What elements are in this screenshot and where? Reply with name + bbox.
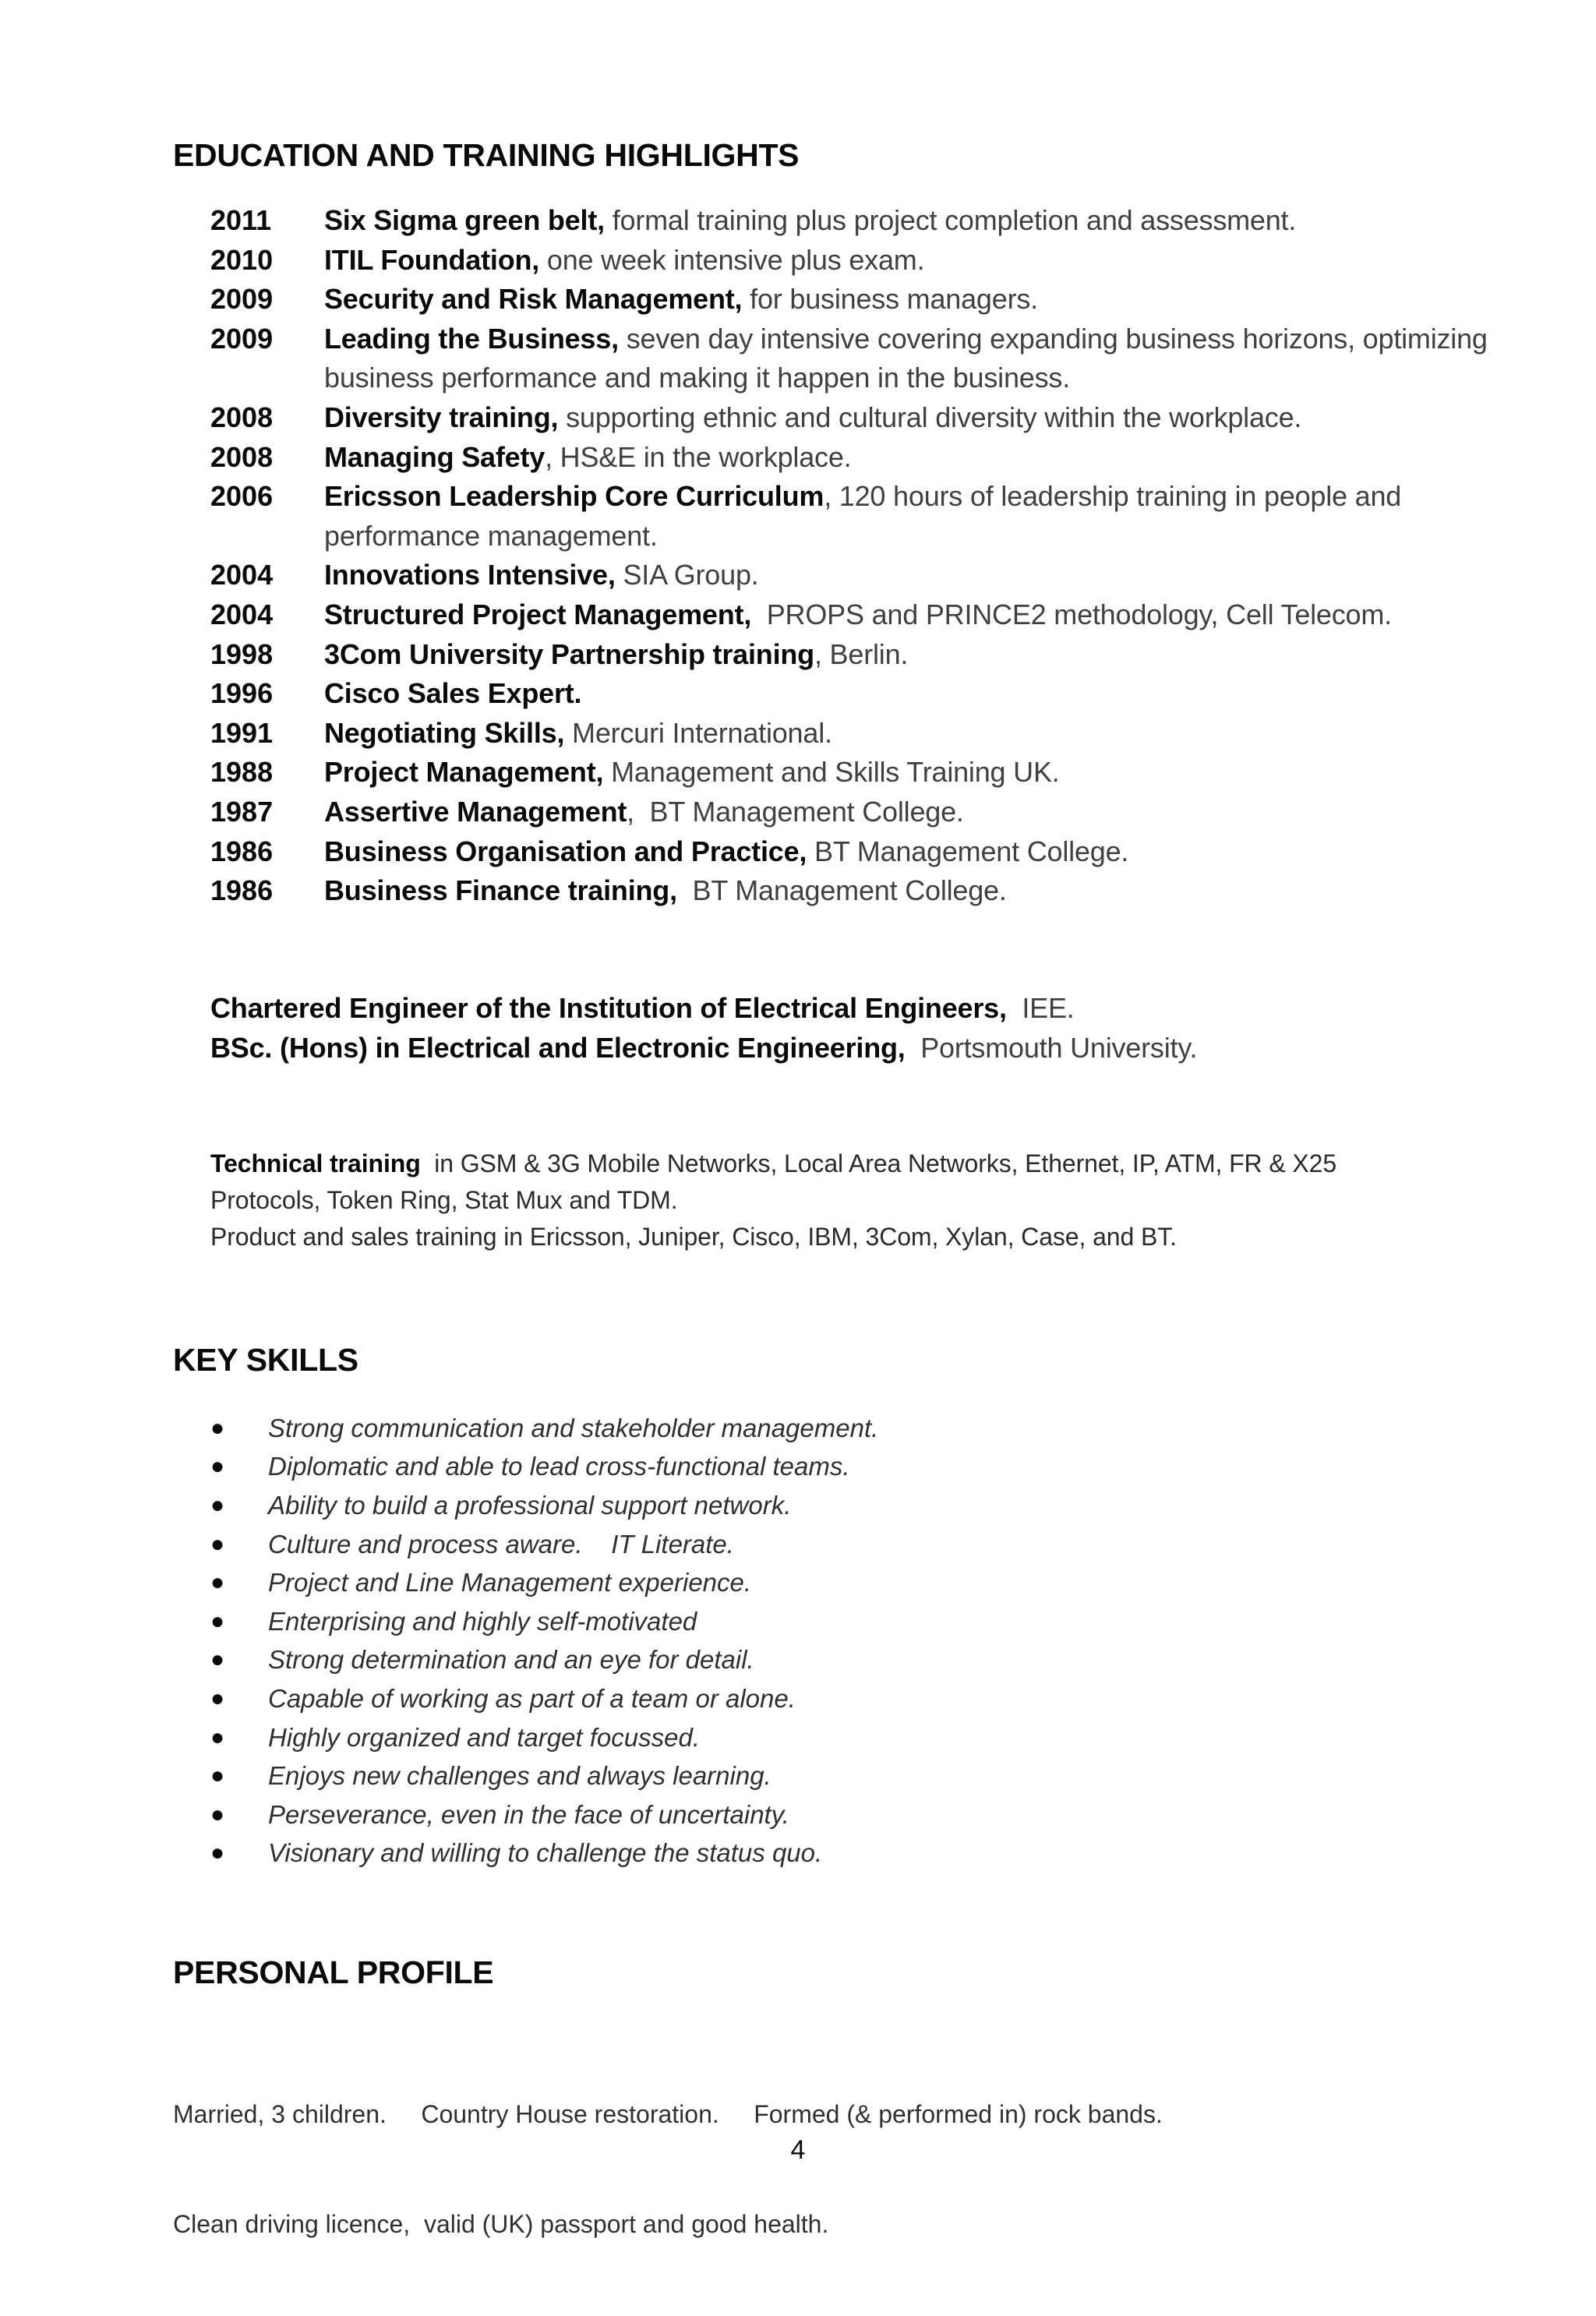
technical-training-detail: in GSM & 3G Mobile Networks, Local Area Networks, Ethernet, IP, ATM, FR & X25 Protocols, Token Ring, Stat Mux and TDM. xyxy=(210,1149,1344,1214)
education-year: 1988 xyxy=(210,756,274,789)
bullet-icon: ● xyxy=(210,1724,225,1750)
bullet-icon: ● xyxy=(210,1608,225,1634)
education-detail: PROPS and PRINCE2 methodology, Cell Telecom. xyxy=(751,598,1392,630)
education-title: ITIL Foundation, xyxy=(324,243,540,276)
education-year: 1998 xyxy=(210,637,274,670)
education-item xyxy=(210,871,1535,911)
education-title: Business Organisation and Practice, xyxy=(324,835,807,867)
qualification-item xyxy=(210,988,1197,1028)
education-title: Ericsson Leadership Core Curriculum xyxy=(324,480,824,513)
education-detail: , BT Management College. xyxy=(627,795,964,828)
education-year: 1991 xyxy=(210,716,274,749)
education-title: 3Com University Partnership training xyxy=(324,637,814,670)
profile-line: Clean driving licence, valid (UK) passport and good health. xyxy=(173,2210,829,2238)
personal-profile xyxy=(173,2023,1163,2316)
education-title: Six Sigma green belt, xyxy=(324,204,605,236)
education-item xyxy=(210,438,1535,478)
education-year: 2006 xyxy=(210,480,274,513)
education-item xyxy=(210,280,1535,320)
education-title: Diversity training, xyxy=(324,401,559,433)
page-number: 4 xyxy=(790,2135,806,2165)
education-list xyxy=(210,201,1535,911)
key-skills-heading: KEY SKILLS xyxy=(173,1342,358,1378)
skill-item: ● Capable of working as part of a team or alone. xyxy=(210,1683,796,1713)
education-item xyxy=(210,398,1535,438)
education-title: Negotiating Skills, xyxy=(324,716,565,749)
education-item xyxy=(210,635,1535,675)
education-title: Business Finance training, xyxy=(324,874,677,907)
bullet-icon: ● xyxy=(210,1530,225,1557)
skill-item: ● Project and Line Management experience. xyxy=(210,1568,752,1598)
education-title: Leading the Business, xyxy=(324,322,619,355)
qualification-title: Chartered Engineer of the Institution of Electrical Engineers, xyxy=(210,992,1007,1024)
skill-item: ● Perseverance, even in the face of uncertainty. xyxy=(210,1799,789,1829)
education-year: 2010 xyxy=(210,243,274,276)
key-skills-list xyxy=(210,1409,878,1873)
education-item xyxy=(210,595,1535,635)
education-year: 2008 xyxy=(210,440,274,473)
qualification-detail: Portsmouth University. xyxy=(905,1032,1198,1064)
education-detail: Mercuri International. xyxy=(564,716,832,749)
skill-item: ● Enjoys new challenges and always learning. xyxy=(210,1761,772,1791)
education-item xyxy=(210,477,1535,556)
education-item xyxy=(210,753,1535,793)
education-detail: supporting ethnic and cultural diversity within the workplace. xyxy=(558,401,1302,433)
education-year: 2008 xyxy=(210,401,274,433)
education-detail: for business managers. xyxy=(742,283,1038,316)
education-detail: , Berlin. xyxy=(814,637,909,670)
education-item xyxy=(210,320,1535,398)
bullet-icon: ● xyxy=(210,1801,225,1827)
education-detail: seven day intensive covering expanding business horizons, optimizing business performance and making it happen in the business. xyxy=(324,322,1488,394)
bullet-icon: ● xyxy=(210,1492,225,1518)
education-item xyxy=(210,241,1535,281)
bullet-icon: ● xyxy=(210,1763,225,1789)
education-item xyxy=(210,793,1535,832)
education-detail: SIA Group. xyxy=(615,559,759,591)
education-detail: BT Management College. xyxy=(676,874,1007,907)
education-year: 2009 xyxy=(210,322,274,355)
education-detail: , HS&E in the workplace. xyxy=(545,440,852,473)
education-title: Project Management, xyxy=(324,756,604,789)
education-item xyxy=(210,832,1535,872)
skill-item: ● Highly organized and target focussed. xyxy=(210,1722,701,1752)
education-year: 2004 xyxy=(210,598,274,630)
bullet-icon: ● xyxy=(210,1840,225,1866)
product-training: Product and sales training in Ericsson, Juniper, Cisco, IBM, 3Com, Xylan, Case, and BT. xyxy=(210,1223,1177,1251)
education-year: 2004 xyxy=(210,559,274,591)
bullet-icon: ● xyxy=(210,1453,225,1480)
education-title: Managing Safety xyxy=(324,440,546,473)
education-detail: BT Management College. xyxy=(807,835,1129,867)
education-year: 1986 xyxy=(210,835,274,867)
technical-training xyxy=(210,1146,1442,1255)
bullet-icon: ● xyxy=(210,1414,225,1441)
skill-item: ● Diplomatic and able to lead cross-functional teams. xyxy=(210,1452,850,1481)
education-title: Innovations Intensive, xyxy=(324,559,616,591)
education-title: Security and Risk Management, xyxy=(324,283,743,316)
bullet-icon: ● xyxy=(210,1685,225,1711)
qualification-detail: IEE. xyxy=(1006,992,1075,1024)
bullet-icon: ● xyxy=(210,1647,225,1673)
education-item xyxy=(210,556,1535,595)
education-detail: , 120 hours of leadership training in people and performance management. xyxy=(324,480,1402,552)
education-title: Structured Project Management, xyxy=(324,598,752,630)
skill-item: ● Enterprising and highly self-motivated xyxy=(210,1606,697,1636)
education-detail: formal training plus project completion and assessment. xyxy=(604,204,1297,236)
bullet-icon: ● xyxy=(210,1569,225,1596)
personal-profile-heading: PERSONAL PROFILE xyxy=(173,1954,494,1990)
education-year: 2009 xyxy=(210,283,274,316)
education-item xyxy=(210,201,1535,241)
education-title: Assertive Management xyxy=(324,795,627,828)
profile-line: Married, 3 children. Country House restoration. Formed (& performed in) rock bands. xyxy=(173,2100,1163,2128)
qualification-item xyxy=(210,1028,1197,1068)
education-heading: EDUCATION AND TRAINING HIGHLIGHTS xyxy=(173,137,800,173)
education-detail: one week intensive plus exam. xyxy=(539,243,925,276)
education-detail: Management and Skills Training UK. xyxy=(603,756,1060,789)
skill-item: ● Ability to build a professional support network. xyxy=(210,1490,792,1520)
skill-item: ● Strong determination and an eye for detail. xyxy=(210,1645,754,1675)
qualifications xyxy=(210,988,1197,1068)
education-item xyxy=(210,674,1535,714)
education-year: 1986 xyxy=(210,874,274,907)
qualification-title: BSc. (Hons) in Electrical and Electronic Engineering, xyxy=(210,1032,906,1064)
education-title: Cisco Sales Expert. xyxy=(324,677,582,710)
education-year: 1987 xyxy=(210,795,274,828)
skill-item: ● Strong communication and stakeholder management. xyxy=(210,1413,879,1442)
education-year: 2011 xyxy=(210,204,272,236)
education-item xyxy=(210,714,1535,754)
skill-item: ● Visionary and willing to challenge the status quo. xyxy=(210,1838,823,1868)
technical-training-title: Technical training xyxy=(210,1149,421,1177)
skill-item: ● Culture and process aware. IT Literate. xyxy=(210,1529,734,1559)
education-year: 1996 xyxy=(210,677,274,710)
